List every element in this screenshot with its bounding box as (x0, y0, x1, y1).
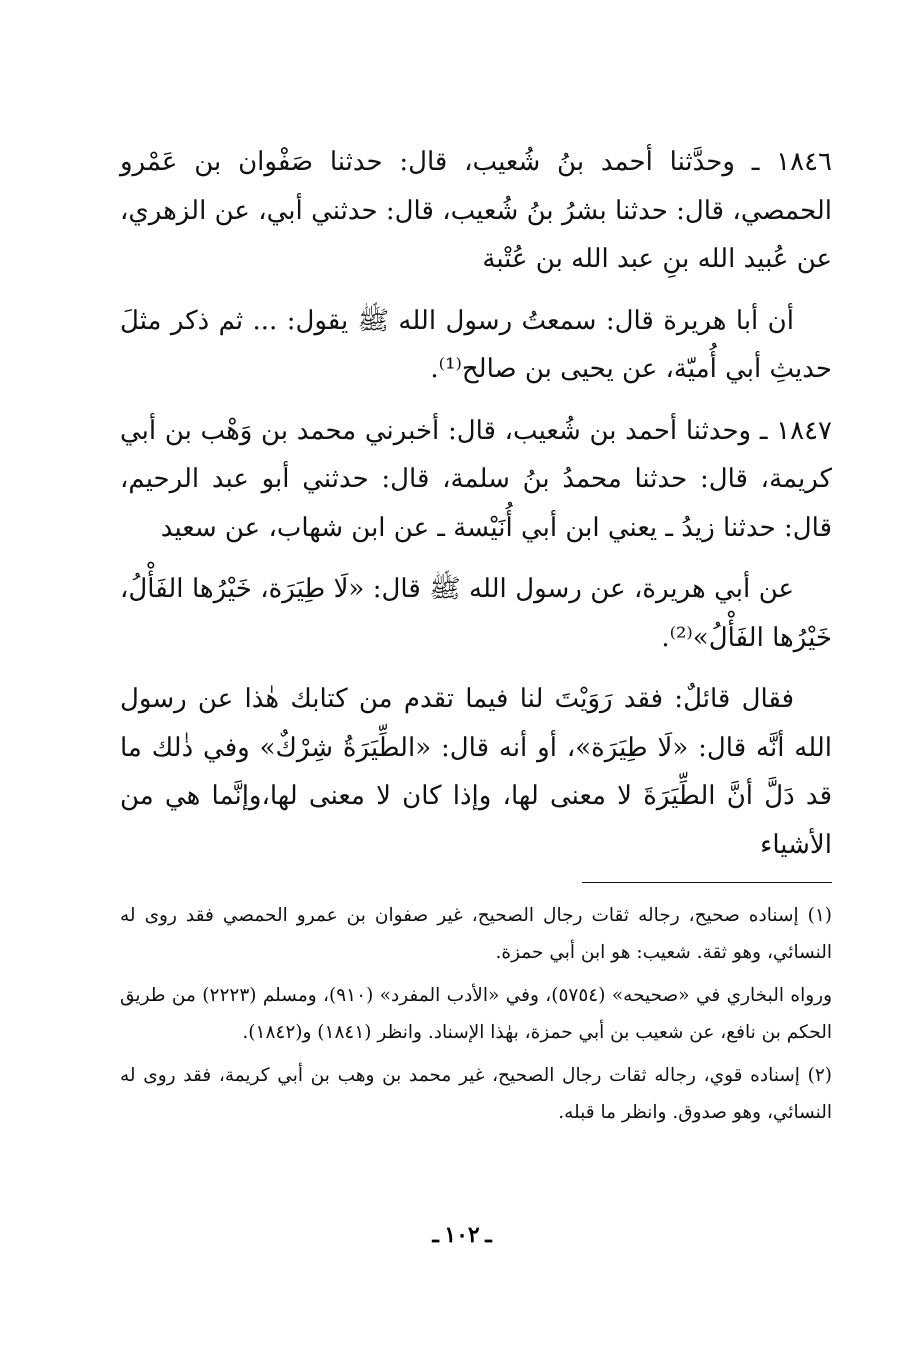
main-text (120, 138, 832, 869)
hadith-1847-matn: عن أبي هريرة، عن رسول الله ﷺ قال: «لَا طِيَرَة، خَيْرُها الفَأْلُ، خَيْرُها الفَأْلُ»⁽²⁾. (120, 574, 832, 653)
footnote-divider (582, 882, 832, 883)
footnote-1-continued: ورواه البخاري في «صحيحه» (٥٧٥٤)، وفي «الأدب المفرد» (٩١٠)، ومسلم (٢٢٢٣) من طريق الحكم بن نافع، عن شعيب بن أبي حمزة، بهٰذا الإسناد. وانظر (١٨٤١) و(١٨٤٢). (120, 985, 833, 1043)
hadith-1846-isnad: ١٨٤٦ ـ وحدَّثنا أحمد بنُ شُعيب، قال: حدثنا صَفْوان بن عَمْرو الحمصي، قال: حدثنا بشرُ بنُ شُعيب، قال: حدثني أبي، عن الزهري، عن عُبيد الله بنِ عبد الله بن عُتْبة (120, 147, 832, 274)
hadith-1847-isnad: ١٨٤٧ ـ وحدثنا أحمد بن شُعيب، قال: أخبرني محمد بن وَهْب بن أبي كريمة، قال: حدثنا محمدُ بنُ سلمة، قال: حدثني أبو عبد الرحيم، قال: حدثنا زيدُ ـ يعني ابن أبي أُنَيْسة ـ عن ابن شهاب، عن سعيد (120, 415, 832, 543)
hadith-1846-matn: أن أبا هريرة قال: سمعتُ رسول الله ﷺ يقول: ... ثم ذكر مثلَ حديثِ أبي أُميّة، عن يحيى بن صالح⁽¹⁾. (120, 305, 832, 384)
footnotes (120, 897, 832, 1131)
footnote-2: (٢) إسناده قوي، رجاله ثقات رجال الصحيح، غير محمد بن وهب بن أبي كريمة، فقد روى له النسائي، وهو صدوق. وانظر ما قبله. (120, 1065, 832, 1123)
footnote-1: (١) إسناده صحيح، رجاله ثقات رجال الصحيح، غير صفوان بن عمرو الحمصي فقد روى له النسائي، وهو ثقة. شعيب: هو ابن أبي حمزة. (120, 905, 832, 963)
page-number: ـ ١٠٢ ـ (432, 1222, 492, 1247)
discussion-paragraph: فقال قائلٌ: فقد رَوَيْتَ لنا فيما تقدم من كتابك هٰذا عن رسول الله أنَّه قال: «لَا طِيَرَة»، أو أنه قال: «الطِّيَرَةُ شِرْكٌ» وفي ذٰلك ما قد دَلَّ أنَّ الطِّيَرَةَ لا معنى لها، وإذا كان لا معنى لها،وإنَّما هي من الأشياء (120, 684, 832, 860)
